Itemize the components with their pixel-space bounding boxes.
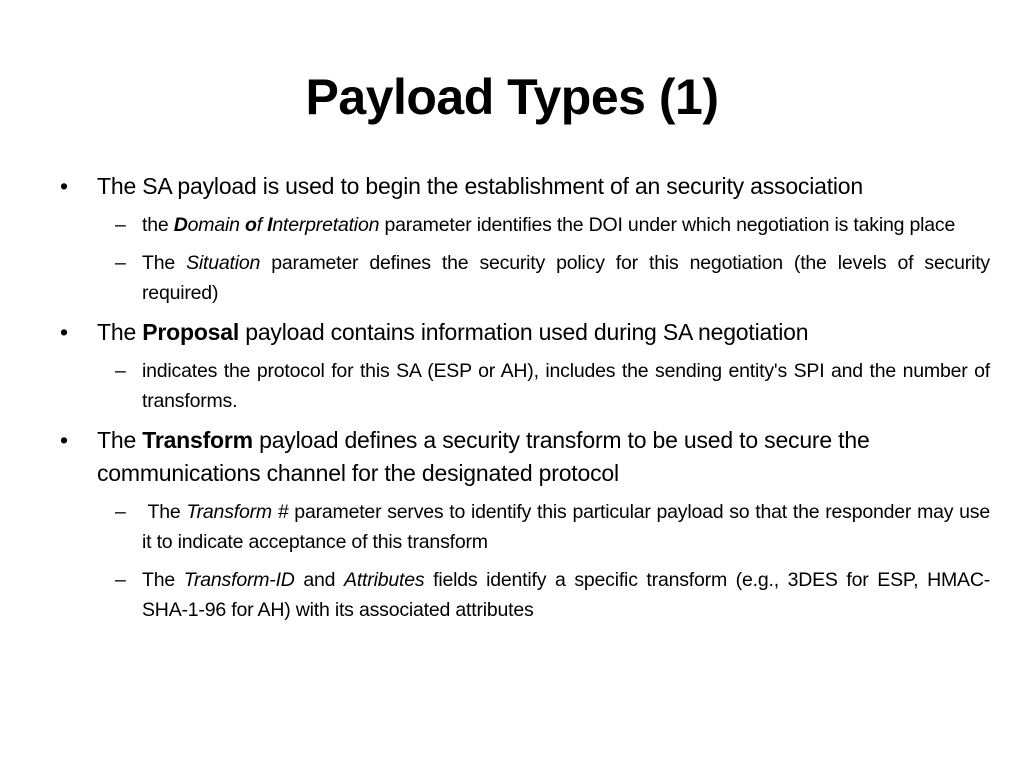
dash-marker: – — [115, 214, 126, 236]
dash-marker: – — [115, 252, 126, 274]
subbullet-text-part: parameter identifies the DOI under which negotiation is taking place — [379, 214, 956, 236]
bullet-text-part: The — [97, 319, 143, 345]
domain-initial: D — [173, 214, 188, 236]
subbullet-domain-of-interpretation — [115, 210, 990, 240]
subbullet-text-part: The — [142, 569, 184, 591]
subbullet-text-part: parameter defines the security policy for this negotiation (the levels of security required) — [142, 252, 990, 304]
dash-marker: – — [115, 360, 126, 382]
domain-rest: omain — [187, 214, 245, 236]
interpretation-initial: I — [267, 214, 273, 236]
bullet-marker: • — [60, 319, 68, 345]
attributes-term: Attributes — [344, 569, 425, 591]
subbullet-text: indicates the protocol for this SA (ESP or AH), includes the sending entity's SPI and the number of transforms. — [142, 360, 990, 412]
bullet-marker: • — [60, 427, 68, 453]
subbullet-text-part: fields identify a specific transform (e.g., 3DES for ESP, HMAC-SHA-1-96 for AH) with its associated attributes — [142, 569, 990, 621]
bullet-marker: • — [60, 173, 68, 199]
bullet-text-part: The — [97, 427, 143, 453]
subbullet-situation — [115, 248, 990, 308]
bullet-text-part: payload defines a security transform to be used to secure the communications channel for the designated protocol — [97, 427, 870, 486]
subbullet-text-part: The — [142, 252, 187, 274]
bullet-text: The SA payload is used to begin the establishment of an security association — [97, 173, 863, 199]
subbullet-transform-id-attributes — [115, 565, 990, 625]
subbullet-proposal-details — [115, 356, 990, 416]
interpretation-rest: nterpretation — [272, 214, 380, 236]
transform-id-term: Transform-ID — [183, 569, 295, 591]
subbullet-text-part: and — [294, 569, 345, 591]
bullet-transform-payload — [60, 424, 990, 490]
transform-number-term: Transform # — [186, 501, 289, 523]
dash-marker: – — [115, 569, 126, 591]
slide-body — [60, 170, 990, 633]
dash-marker: – — [115, 501, 126, 523]
transform-term: Transform — [142, 427, 253, 453]
bullet-text-part: payload contains information used during SA negotiation — [239, 319, 809, 345]
subbullet-text-part: parameter serves to identify this particular payload so that the responder may use it to indicate acceptance of this transform — [142, 501, 990, 553]
of-rest: f — [256, 214, 268, 236]
subbullet-text-part: The — [142, 501, 187, 523]
bullet-sa-payload — [60, 170, 990, 203]
subbullet-transform-number — [115, 497, 990, 557]
bullet-proposal-payload — [60, 316, 990, 349]
of-initial: o — [244, 214, 257, 236]
proposal-term: Proposal — [142, 319, 240, 345]
slide-title: Payload Types (1) — [305, 69, 719, 125]
subbullet-text-part: the — [142, 214, 174, 236]
situation-term: Situation — [186, 252, 261, 274]
